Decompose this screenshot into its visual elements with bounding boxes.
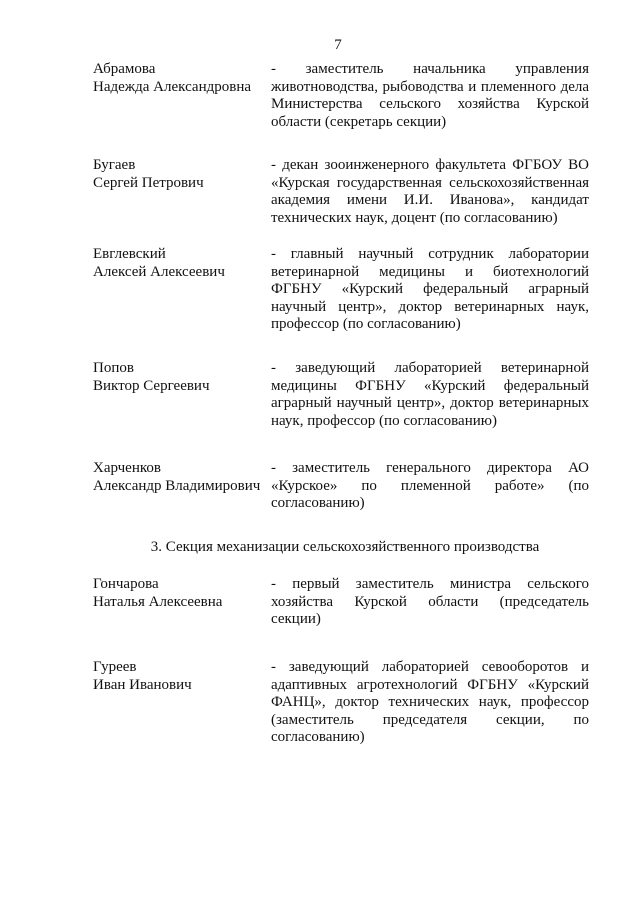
member-position: - главный научный сотрудник лаборатории ветеринарной медицины и биотехнологий ФГБНУ «Курский федеральный аграрный научный центр», доктор ветеринарных наук, профессор (по согласованию) <box>271 246 589 333</box>
member-position: - заместитель начальника управления животноводства, рыбоводства и племенного дела Министерства сельского хозяйства Курской области (секретарь секции) <box>271 61 589 130</box>
member-given-names: Александр Владимирович <box>93 477 261 494</box>
member-surname: Евглевский <box>93 246 166 262</box>
member-given-names: Алексей Алексеевич <box>93 263 225 280</box>
member-given-names: Иван Иванович <box>93 676 192 693</box>
page-number: 7 <box>334 37 342 53</box>
member-name <box>93 576 278 611</box>
member-given-names: Наталья Алексеевна <box>93 593 223 610</box>
member-given-names: Сергей Петрович <box>93 174 204 191</box>
member-surname: Бугаев <box>93 157 136 173</box>
member-position: - заведующий лабораторией севооборотов и адаптивных агротехнологий ФГБНУ «Курский ФАНЦ», доктор технических наук, профессор (заместитель председателя секции, по согласованию) <box>271 659 589 746</box>
member-position: - первый заместитель министра сельского хозяйства Курской области (председатель секции) <box>271 576 589 628</box>
member-given-names: Виктор Сергеевич <box>93 377 210 394</box>
member-surname: Гуреев <box>93 659 137 675</box>
member-position: - декан зооинженерного факультета ФГБОУ ВО «Курская государственная сельскохозяйственная академия имени И.И. Иванова», кандидат технических наук, доцент (по согласованию) <box>271 157 589 226</box>
member-position: - заведующий лабораторией ветеринарной медицины ФГБНУ «Курский федеральный аграрный научный центр», доктор ветеринарных наук, профессор (по согласованию) <box>271 360 589 429</box>
member-given-names: Надежда Александровна <box>93 78 251 95</box>
member-surname: Абрамова <box>93 61 156 77</box>
member-surname: Гончарова <box>93 576 159 592</box>
member-name <box>93 360 278 395</box>
member-name <box>93 460 278 495</box>
member-name <box>93 157 278 192</box>
member-surname: Попов <box>93 360 134 376</box>
member-name <box>93 659 278 694</box>
member-surname: Харченков <box>93 460 161 476</box>
member-name <box>93 246 278 281</box>
member-name <box>93 61 278 96</box>
section-heading: 3. Секция механизации сельскохозяйственного производства <box>150 539 540 555</box>
member-position: - заместитель генерального директора АО «Курское» по племенной работе» (по согласованию) <box>271 460 589 512</box>
